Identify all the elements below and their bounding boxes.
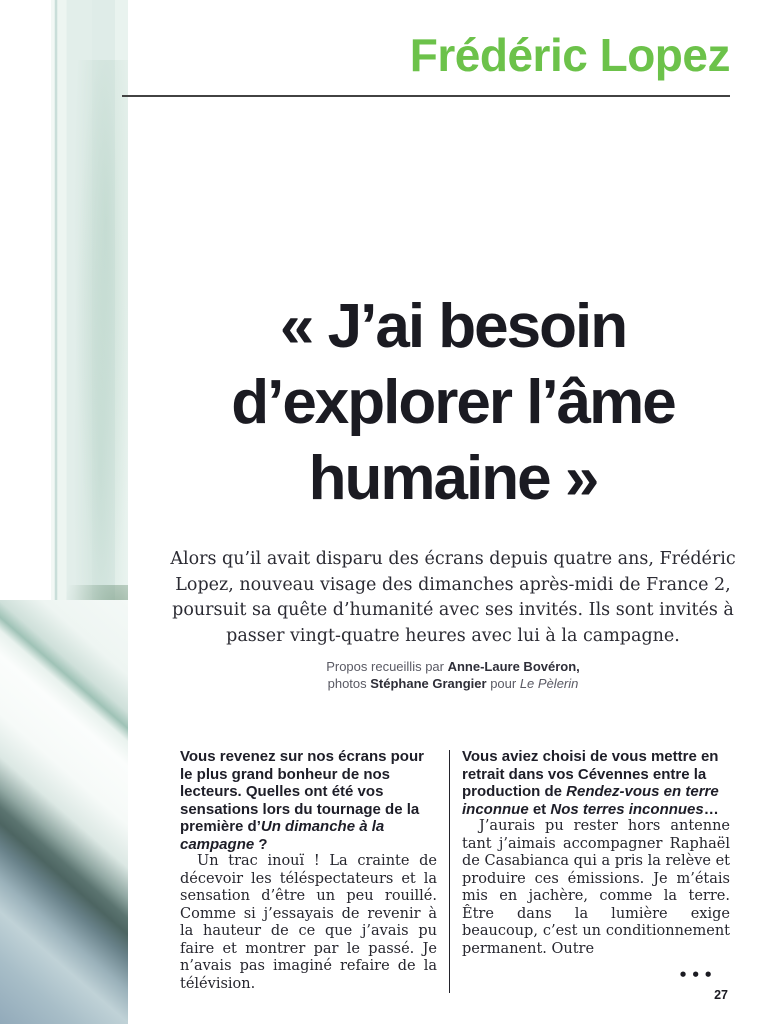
interview-columns xyxy=(180,748,730,993)
column-right xyxy=(462,748,730,993)
interview-answer-1: Un trac inouï ! La crainte de décevoir les téléspectateurs et la sensation d’être un peu rouillé. Comme si j’essayais de revenir à la hauteur de ce que j’avais pu faire et montrer par le passé. Je n’avais pas imaginé refaire de la télévision. xyxy=(180,853,437,992)
byline-interviewer: Anne-Laure Bovéron, xyxy=(447,659,580,674)
interview-question-1 xyxy=(180,748,437,853)
question-2-text: Vous aviez choisi de vous mettre en retrait dans vos Cévennes entre la production de xyxy=(462,748,719,800)
byline-photographer: Stéphane Grangier xyxy=(370,676,487,691)
standfirst: Alors qu’il avait disparu des écrans depuis quatre ans, Frédéric Lopez, nouveau visage des dimanches après-midi de France 2, poursuit sa quête d’humanité avec ses invités. Ils sont invités à passer vingt-quatre heures avec lui à la campagne. xyxy=(170,549,736,646)
page-number: 27 xyxy=(714,988,728,1002)
continuation-dots: ••• xyxy=(678,966,716,984)
byline-photos-label: photos xyxy=(327,676,371,691)
question-2-mid: et xyxy=(528,800,551,818)
interview-question-2 xyxy=(462,748,730,818)
byline-for-label: pour xyxy=(486,676,520,691)
headline-line-1: « J’ai besoin xyxy=(279,292,627,361)
window-photo xyxy=(0,0,128,1024)
headline-line-3: humaine » xyxy=(308,444,598,513)
byline-line-1 xyxy=(128,658,778,675)
window-sill xyxy=(0,600,128,1024)
question-1-text: Vous revenez sur nos écrans pour le plus grand bonheur de nos lecteurs. Quelles ont été vos sensations lors du tournage de la première d’ xyxy=(180,748,424,835)
byline xyxy=(128,658,778,692)
interview-answer-2: J’aurais pu rester hors antenne tant j’aimais accompagner Raphaël de Casabianca qui a pris la relève et produire ces émissions. Je m’étais mis en jachère, comme la terre. Être dans la lumière exige beaucoup, c’est un conditionnement permanent. Outre xyxy=(462,818,731,957)
window-glass xyxy=(0,0,128,640)
question-2-show-title-2: Nos terres inconnues xyxy=(550,800,704,818)
headline-line-2: d’explorer l’âme xyxy=(231,368,675,437)
byline-prefix: Propos recueillis par xyxy=(326,659,448,674)
question-2-tail: … xyxy=(703,800,719,818)
question-1-show-title: Un dimanche à la campagne xyxy=(180,818,385,853)
question-1-tail: ? xyxy=(254,835,268,853)
column-left xyxy=(180,748,437,993)
byline-publication: Le Pèlerin xyxy=(519,676,579,691)
header-rule xyxy=(122,95,730,97)
byline-line-2 xyxy=(128,675,778,692)
column-divider xyxy=(449,750,450,993)
rubric-title: Frédéric Lopez xyxy=(409,29,730,81)
article-content xyxy=(128,0,778,1024)
headline xyxy=(128,289,778,517)
question-2-show-title-1: Rendez-vous en terre inconnue xyxy=(462,783,719,818)
